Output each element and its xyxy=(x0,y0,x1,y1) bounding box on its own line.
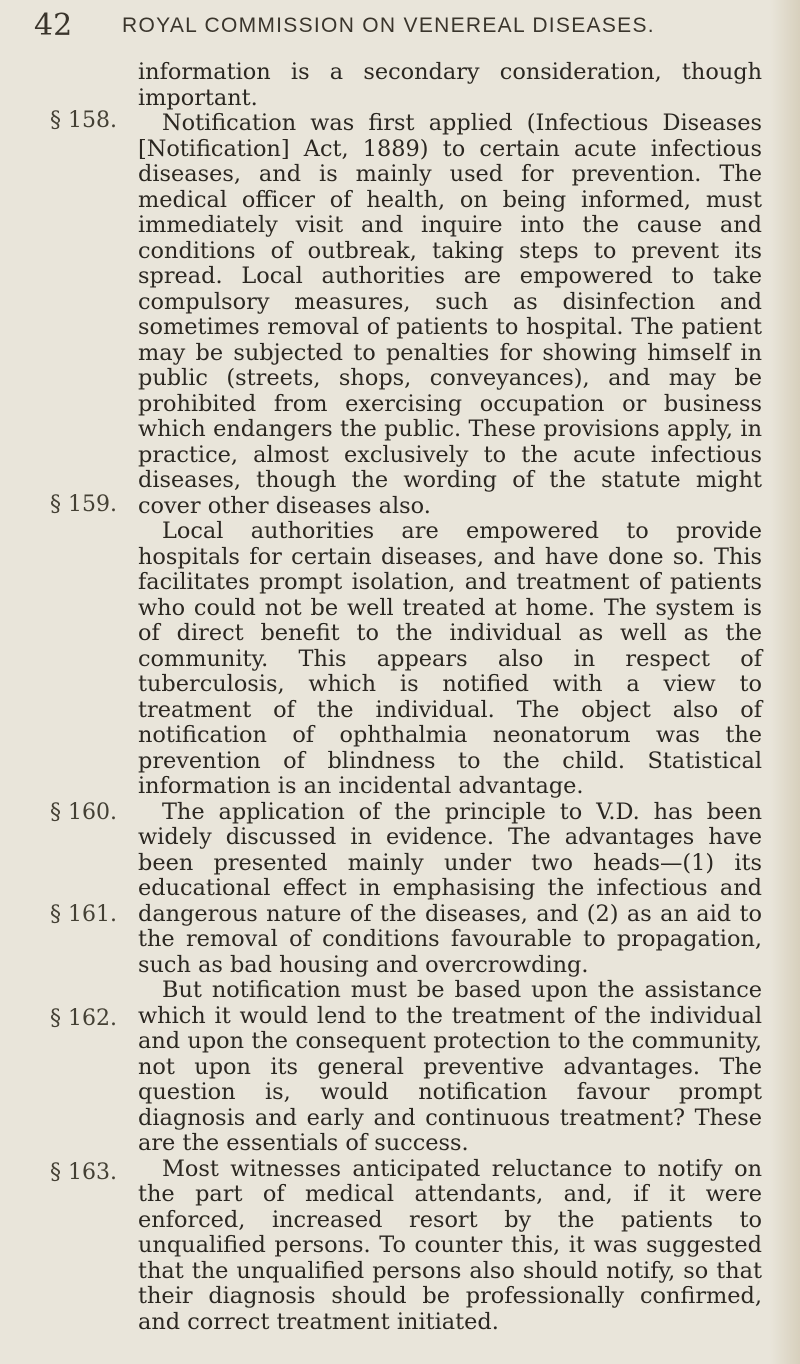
paragraph-section-159: Local authorities are empowered to provide hospitals for certain diseases, and have done so. This facilitates prompt isolation, and treatment of patients who could not be well treated at home. The system is of direct benefit to the individual as well as the community. This appears also in respect of tuberculosis, which is notified with a view to treatment of the individual. The object also of notification of ophthalmia neonatorum was the prevention of blindness to the child. Statistical information is an incidental advantage. xyxy=(138,518,762,799)
section-number-162: § 162. xyxy=(50,1006,117,1031)
running-head: ROYAL COMMISSION ON VENEREAL DISEASES. xyxy=(122,14,655,37)
body-text xyxy=(138,60,762,1335)
paragraph-section-160-161: The application of the principle to V.D. has been widely discussed in evidence. The advantages have been presented mainly under two heads—(1) its educational effect in emphasising the infectious and dangerous nature of the diseases, and (2) as an aid to the removal of conditions favourable to propagation, such as bad housing and overcrowding. xyxy=(138,798,762,978)
paragraph-section-158: Notification was first applied (Infectious Diseases [Notification] Act, 1889) to certain acute infectious diseases, and is mainly used for prevention. The medical officer of health, on being informed, must immediately visit and inquire into the cause and conditions of outbreak, taking steps to prevent its spread. Local authorities are empowered to take compulsory measures, such as disinfection and sometimes removal of patients to hospital. The patient may be subjected to penalties for showing himself in public (streets, shops, conveyances), and may be prohibited from exercising occupation or business which endangers the public. These provisions apply, in practice, almost exclusively to the acute infectious diseases, though the wording of the statute might cover other diseases also. xyxy=(138,110,762,519)
section-number-159: § 159. xyxy=(50,492,117,517)
paragraph-section-162: But notification must be based upon the assistance which it would lend to the treatment of the individual and upon the consequent protection to the community, not upon its general preventive advantages. The question is, would notification favour prompt diagnosis and early and continuous treatment? These are the essentials of success. xyxy=(138,977,762,1156)
section-number-163: § 163. xyxy=(50,1160,117,1185)
section-number-158: § 158. xyxy=(50,108,117,133)
paragraph-section-163: Most witnesses anticipated reluctance to notify on the part of medical attendants, and, if it were enforced, increased resort by the patients to unqualified persons. To counter this, it was suggested that the unqualified persons also should notify, so that their diagnosis should be professionally confirmed, and correct treatment initiated. xyxy=(138,1155,762,1335)
section-number-161: § 161. xyxy=(50,902,117,927)
page-edge-shadow xyxy=(770,0,800,1364)
section-number-160: § 160. xyxy=(50,800,117,825)
page-number: 42 xyxy=(34,8,73,43)
page-header xyxy=(0,2,800,46)
paragraph-continuation: information is a secondary consideration, though important. xyxy=(138,59,762,111)
